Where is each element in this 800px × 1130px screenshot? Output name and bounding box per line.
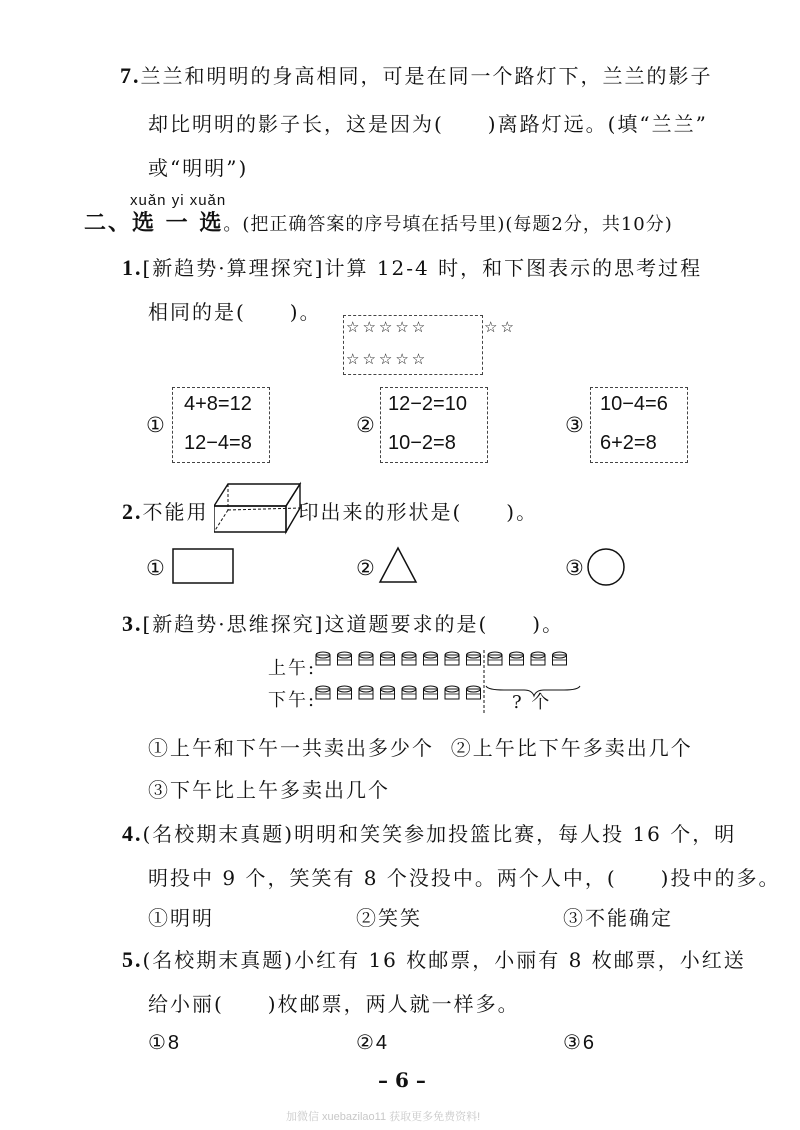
cake-icon <box>402 652 416 665</box>
q3-text: [新趋势·思维探究]这道题要求的是( )。 <box>142 612 565 636</box>
cake-icon <box>424 686 438 699</box>
q7-number: 7. <box>120 63 141 88</box>
q1-text-1: [新趋势·算理探究]计算 12-4 时，和下图表示的思考过程 <box>142 256 703 280</box>
q7-line2: 却比明明的影子长，这是因为( )离路灯远。(填“兰兰” <box>148 112 708 136</box>
q1-line1 <box>122 252 702 281</box>
q2-text-after: 印出来的形状是( )。 <box>298 500 539 524</box>
q5-number: 5. <box>122 947 143 972</box>
cake-icon <box>381 686 395 699</box>
q2-text-before: 不能用 <box>142 500 209 524</box>
q4-option-2: ②笑笑 <box>356 906 422 930</box>
q1-option-3-eq1: 10−4=6 <box>600 393 668 415</box>
cake-icon <box>402 686 416 699</box>
q1-option-3-mark: ③ <box>565 413 584 437</box>
q2-option-3-mark: ③ <box>565 556 584 580</box>
q2-line <box>122 496 538 525</box>
q2-option-1-mark: ① <box>146 556 165 580</box>
cake-icon <box>553 652 567 665</box>
watermark: 加微信 xuebazilao11 获取更多免费资料! <box>286 1111 481 1123</box>
q3-option-3: ③下午比上午多卖出几个 <box>148 778 390 802</box>
q3-question-label: ? 个 <box>512 692 552 713</box>
q4-line2: 明投中 9 个，笑笑有 8 个没投中。两个人中，( )投中的多。 <box>148 866 781 890</box>
cake-icon <box>338 686 352 699</box>
q5-option-2: ②4 <box>356 1032 390 1054</box>
q4-option-1: ①明明 <box>148 906 214 930</box>
triangle-shape <box>378 546 418 586</box>
q3-option-2-text: ②上午比下午多卖出几个 <box>450 736 693 760</box>
q7-line1 <box>120 60 713 89</box>
cake-icon <box>359 686 373 699</box>
q1-option-2-eq1: 12−2=10 <box>388 393 467 415</box>
q1-option-1-eq1: 4+8=12 <box>184 393 252 415</box>
cake-icon <box>445 686 459 699</box>
q2-option-2-mark: ② <box>356 556 375 580</box>
cake-icon <box>445 652 459 665</box>
cake-icon <box>510 652 524 665</box>
cake-icon <box>316 686 330 699</box>
section2-instruction: 。(把正确答案的序号填在括号里)(每题2分，共10分) <box>223 214 673 235</box>
cake-icon <box>316 652 330 665</box>
cake-icon <box>467 652 481 665</box>
q1-option-1-mark: ① <box>146 413 165 437</box>
cake-icon <box>531 652 545 665</box>
q1-number: 1. <box>122 255 143 280</box>
q5-text-1: (名校期末真题)小红有 16 枚邮票，小丽有 8 枚邮票，小红送 <box>142 948 746 972</box>
q5-option-1: ①8 <box>148 1032 182 1054</box>
q1-option-1-eq2: 12−4=8 <box>184 432 252 454</box>
q4-option-3: ③不能确定 <box>563 906 673 930</box>
q1-option-2-eq2: 10−2=8 <box>388 432 456 454</box>
circle-shape <box>586 547 626 587</box>
q5-option-3: ③6 <box>563 1032 597 1054</box>
q1-line2: 相同的是( )。 <box>148 300 322 324</box>
cake-icon <box>359 652 373 665</box>
q3-line <box>122 608 564 637</box>
q7-text-1: 兰兰和明明的身高相同，可是在同一个路灯下，兰兰的影子 <box>140 64 713 88</box>
q7-line3: 或“明明”) <box>148 156 249 180</box>
section2-heading-row <box>84 206 673 237</box>
q3-option-1-text: ①上午和下午一共卖出多少个 <box>148 736 434 760</box>
rectangle-shape <box>172 548 236 586</box>
q5-line2: 给小丽( )枚邮票，两人就一样多。 <box>148 992 520 1016</box>
section2-pinyin: xuǎn yi xuǎn <box>130 192 227 209</box>
q4-line1 <box>122 818 736 847</box>
q4-number: 4. <box>122 821 143 846</box>
q4-text-1: (名校期末真题)明明和笑笑参加投篮比赛，每人投 16 个，明 <box>142 822 737 846</box>
q1-option-2-mark: ② <box>356 413 375 437</box>
stars-row-1-right: ☆☆ <box>484 318 517 336</box>
cake-icon <box>424 652 438 665</box>
section2-heading: 二、选 一 选 <box>84 210 224 236</box>
q3-option-1 <box>148 732 693 761</box>
q1-option-3-eq2: 6+2=8 <box>600 432 657 454</box>
q3-morning-label: 上午: <box>268 658 317 679</box>
cake-icon <box>381 652 395 665</box>
cake-icon <box>467 686 481 699</box>
triangular-prism-icon <box>214 478 306 536</box>
page-number: – 6 – <box>378 1068 426 1092</box>
cake-icon <box>488 652 502 665</box>
stars-row-1-left: ☆☆☆☆☆ <box>346 318 429 336</box>
stars-row-2: ☆☆☆☆☆ <box>346 350 429 368</box>
q3-afternoon-label: 下午: <box>268 690 317 711</box>
q2-number: 2. <box>122 499 143 524</box>
cake-icon <box>338 652 352 665</box>
q5-line1 <box>122 944 746 973</box>
q3-number: 3. <box>122 611 143 636</box>
